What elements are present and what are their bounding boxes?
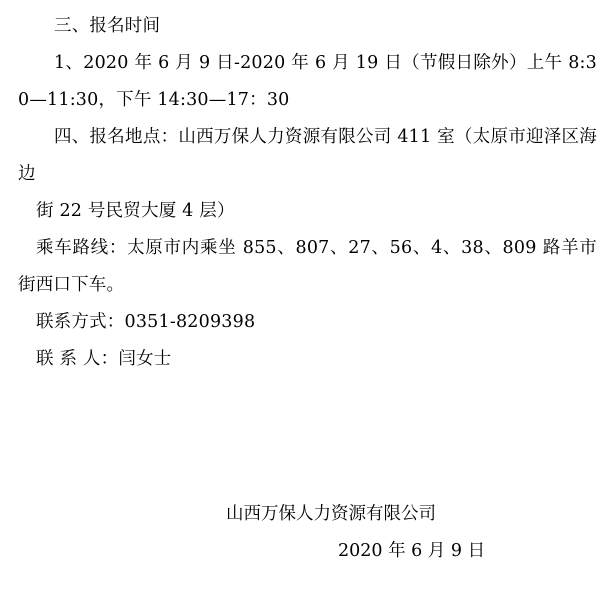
signature-date: 2020 年 6 月 9 日 <box>338 541 486 561</box>
section-heading-four: 四、报名地点：山西万保人力资源有限公司 411 室（太原市迎泽区海边 <box>18 127 597 184</box>
contact-phone-paragraph: 联系方式：0351-8209398 <box>36 312 256 332</box>
contact-person-paragraph: 联 系 人：闫女士 <box>36 349 172 369</box>
signature-block <box>18 496 597 570</box>
bus-route-paragraph: 乘车路线：太原市内乘坐 855、807、27、56、4、38、809 路羊市街西口下车。 <box>18 238 597 295</box>
section-heading-three: 三、报名时间 <box>54 16 161 36</box>
address-continuation: 街 22 号民贸大厦 4 层） <box>36 201 235 221</box>
signature-company: 山西万保人力资源有限公司 <box>226 504 436 524</box>
signup-time-paragraph: 1、2020 年 6 月 9 日-2020 年 6 月 19 日（节假日除外）上午 8:30—11:30，下午 14:30—17：30 <box>18 53 597 110</box>
